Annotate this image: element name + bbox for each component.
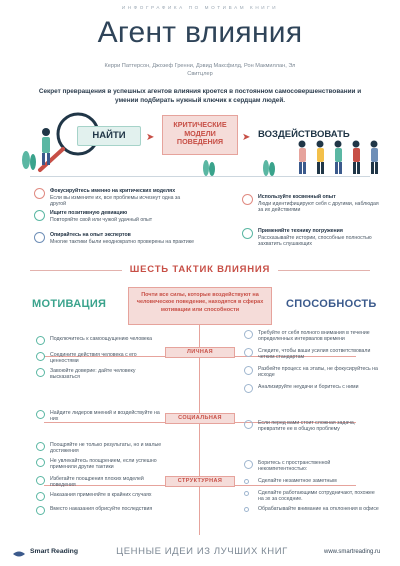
- page-title: Агент влияния: [97, 16, 303, 49]
- list-item: Если перед вами стоит сложная задача, превратите ее в общую проблему: [244, 420, 380, 436]
- structural-right-list: [244, 460, 380, 518]
- tag-personal: ЛИЧНАЯ: [165, 347, 235, 358]
- list-item: Обрабатывайте внимание на отклонения в офисе: [244, 506, 380, 518]
- book-icon: [242, 228, 253, 239]
- list-item: Применяйте технику погружения Рассказывайте истории, способные полностью захватить слушающих: [242, 228, 382, 252]
- list-item: Следите, чтобы ваши усилия соответствовали четким стандартам: [244, 348, 380, 366]
- center-statement: Почти все силы, которые воздействуют на человеческое поведение, находятся в сферах мотивации или способности: [128, 287, 272, 325]
- list-item: Требуйте от себя полного внимания в течение определенных интервалов времени: [244, 330, 380, 348]
- list-item: Боритесь с пространственной некомпетентностью:: [244, 460, 380, 478]
- bullet-icon: [36, 506, 45, 515]
- bullet-icon: [36, 368, 45, 377]
- people-walking-illustration: [290, 138, 380, 178]
- find-label: НАЙТИ: [77, 126, 141, 146]
- logo: Smart Reading: [30, 548, 78, 555]
- bullet-icon: [36, 492, 45, 501]
- personal-left-list: [36, 336, 166, 384]
- ground-line: [30, 176, 370, 177]
- plants-illustration: [196, 158, 286, 176]
- expert-icon: [34, 232, 45, 243]
- list-item: Сделайте работающими сотрудничают, похожее на эх за соседние.: [244, 490, 380, 506]
- list-item: Соедините действия человека с его ценностями: [36, 352, 166, 368]
- bullet-icon: [244, 348, 253, 357]
- bullet-icon: [244, 330, 253, 339]
- search-icon: [34, 210, 45, 221]
- list-item: Завоюйте доверие: дайте человеку высказаться: [36, 368, 166, 384]
- list-item: Сделайте незаметное заметным: [244, 478, 380, 490]
- kicker: ИНФОГРАФИКА ПО МОТИВАМ КНИГИ: [121, 5, 279, 10]
- list-item: Избегайте поощрения плохих моделей поведения: [36, 476, 166, 492]
- tag-structural: СТРУКТУРНАЯ: [165, 476, 235, 487]
- list-item: Фокусируйтесь именно на критических моделях Если вы измените их, все проблемы исчезнут одна за другой: [34, 188, 194, 210]
- bullet-icon: [244, 507, 249, 512]
- bullet-icon: [244, 460, 253, 469]
- bullet-icon: [36, 352, 45, 361]
- lead-text: Секрет превращения в успешных агентов влияния кроется в постоянном самосовершенствовании и умении подбирать нужный ключик к сердцам людей.: [38, 88, 362, 105]
- logo-icon: [12, 549, 26, 559]
- bullet-icon: [244, 479, 249, 484]
- bullet-icon: [244, 491, 249, 496]
- list-item: Найдите лидеров мнений и воздействуйте на них: [36, 410, 166, 426]
- list-item: Не увлекайтесь поощрением, если успешно применили другие тактики: [36, 458, 166, 476]
- bullet-icon: [244, 420, 253, 429]
- bullet-icon: [36, 476, 45, 485]
- arrow-right-icon: ➤: [146, 132, 155, 143]
- footer-url[interactable]: www.smartreading.ru: [324, 549, 381, 555]
- personal-right-list: [244, 330, 380, 396]
- list-item: Разбейте процесс на этапы, не фокусируйтесь на исходе: [244, 366, 380, 384]
- bullet-icon: [36, 442, 45, 451]
- social-left-list: [36, 410, 166, 426]
- footer-slogan: ЦЕННЫЕ ИДЕИ ИЗ ЛУЧШИХ КНИГ: [116, 546, 288, 557]
- plant-illustration: [20, 150, 40, 176]
- right-list: [242, 194, 382, 252]
- list-item: Опирайтесь на опыт экспертов Многие тактики были неоднократно проверены на практике: [34, 232, 194, 254]
- ability-label: СПОСОБНОСТЬ: [286, 298, 377, 310]
- left-list: [34, 188, 194, 254]
- bullet-icon: [244, 384, 253, 393]
- structural-left-list: [36, 442, 166, 518]
- list-item: Поощряйте не только результаты, но и малые достижения: [36, 442, 166, 458]
- list-item: Используйте косвенный опыт Люди идентифицируют себя с другими, наблюдая за их действиями: [242, 194, 382, 228]
- tactics-heading: ШЕСТЬ ТАКТИК ВЛИЯНИЯ: [129, 264, 271, 275]
- tag-social: СОЦИАЛЬНАЯ: [165, 413, 235, 424]
- motivation-label: МОТИВАЦИЯ: [32, 298, 107, 310]
- people-icon: [242, 194, 253, 205]
- arrow-right-icon: ➤: [242, 132, 251, 143]
- influence-label: ВОЗДЕЙСТВОВАТЬ: [258, 129, 350, 140]
- authors: Керри Паттерсон, Джозеф Гренни, Дэвид Максфилд, Рон Макмиллан, Эл Свитцлер: [104, 63, 296, 77]
- bullet-icon: [36, 336, 45, 345]
- bullet-icon: [36, 458, 45, 467]
- list-item: Наказания применяйте в крайних случаях: [36, 492, 166, 506]
- list-item: Анализируйте неудачи и боритесь с ними: [244, 384, 380, 396]
- social-right-list: [244, 420, 380, 436]
- target-icon: [34, 188, 45, 199]
- list-item: Вместо наказания обрисуйте последствия: [36, 506, 166, 518]
- list-item: Подключитесь к самоощущению человека: [36, 336, 166, 352]
- bullet-icon: [244, 366, 253, 375]
- critical-models-label: КРИТИЧЕСКИЕ МОДЕЛИ ПОВЕДЕНИЯ: [162, 115, 238, 155]
- list-item: Ищите позитивную девиацию Повторяйте свой или чужой удачный опыт: [34, 210, 194, 232]
- bullet-icon: [36, 410, 45, 419]
